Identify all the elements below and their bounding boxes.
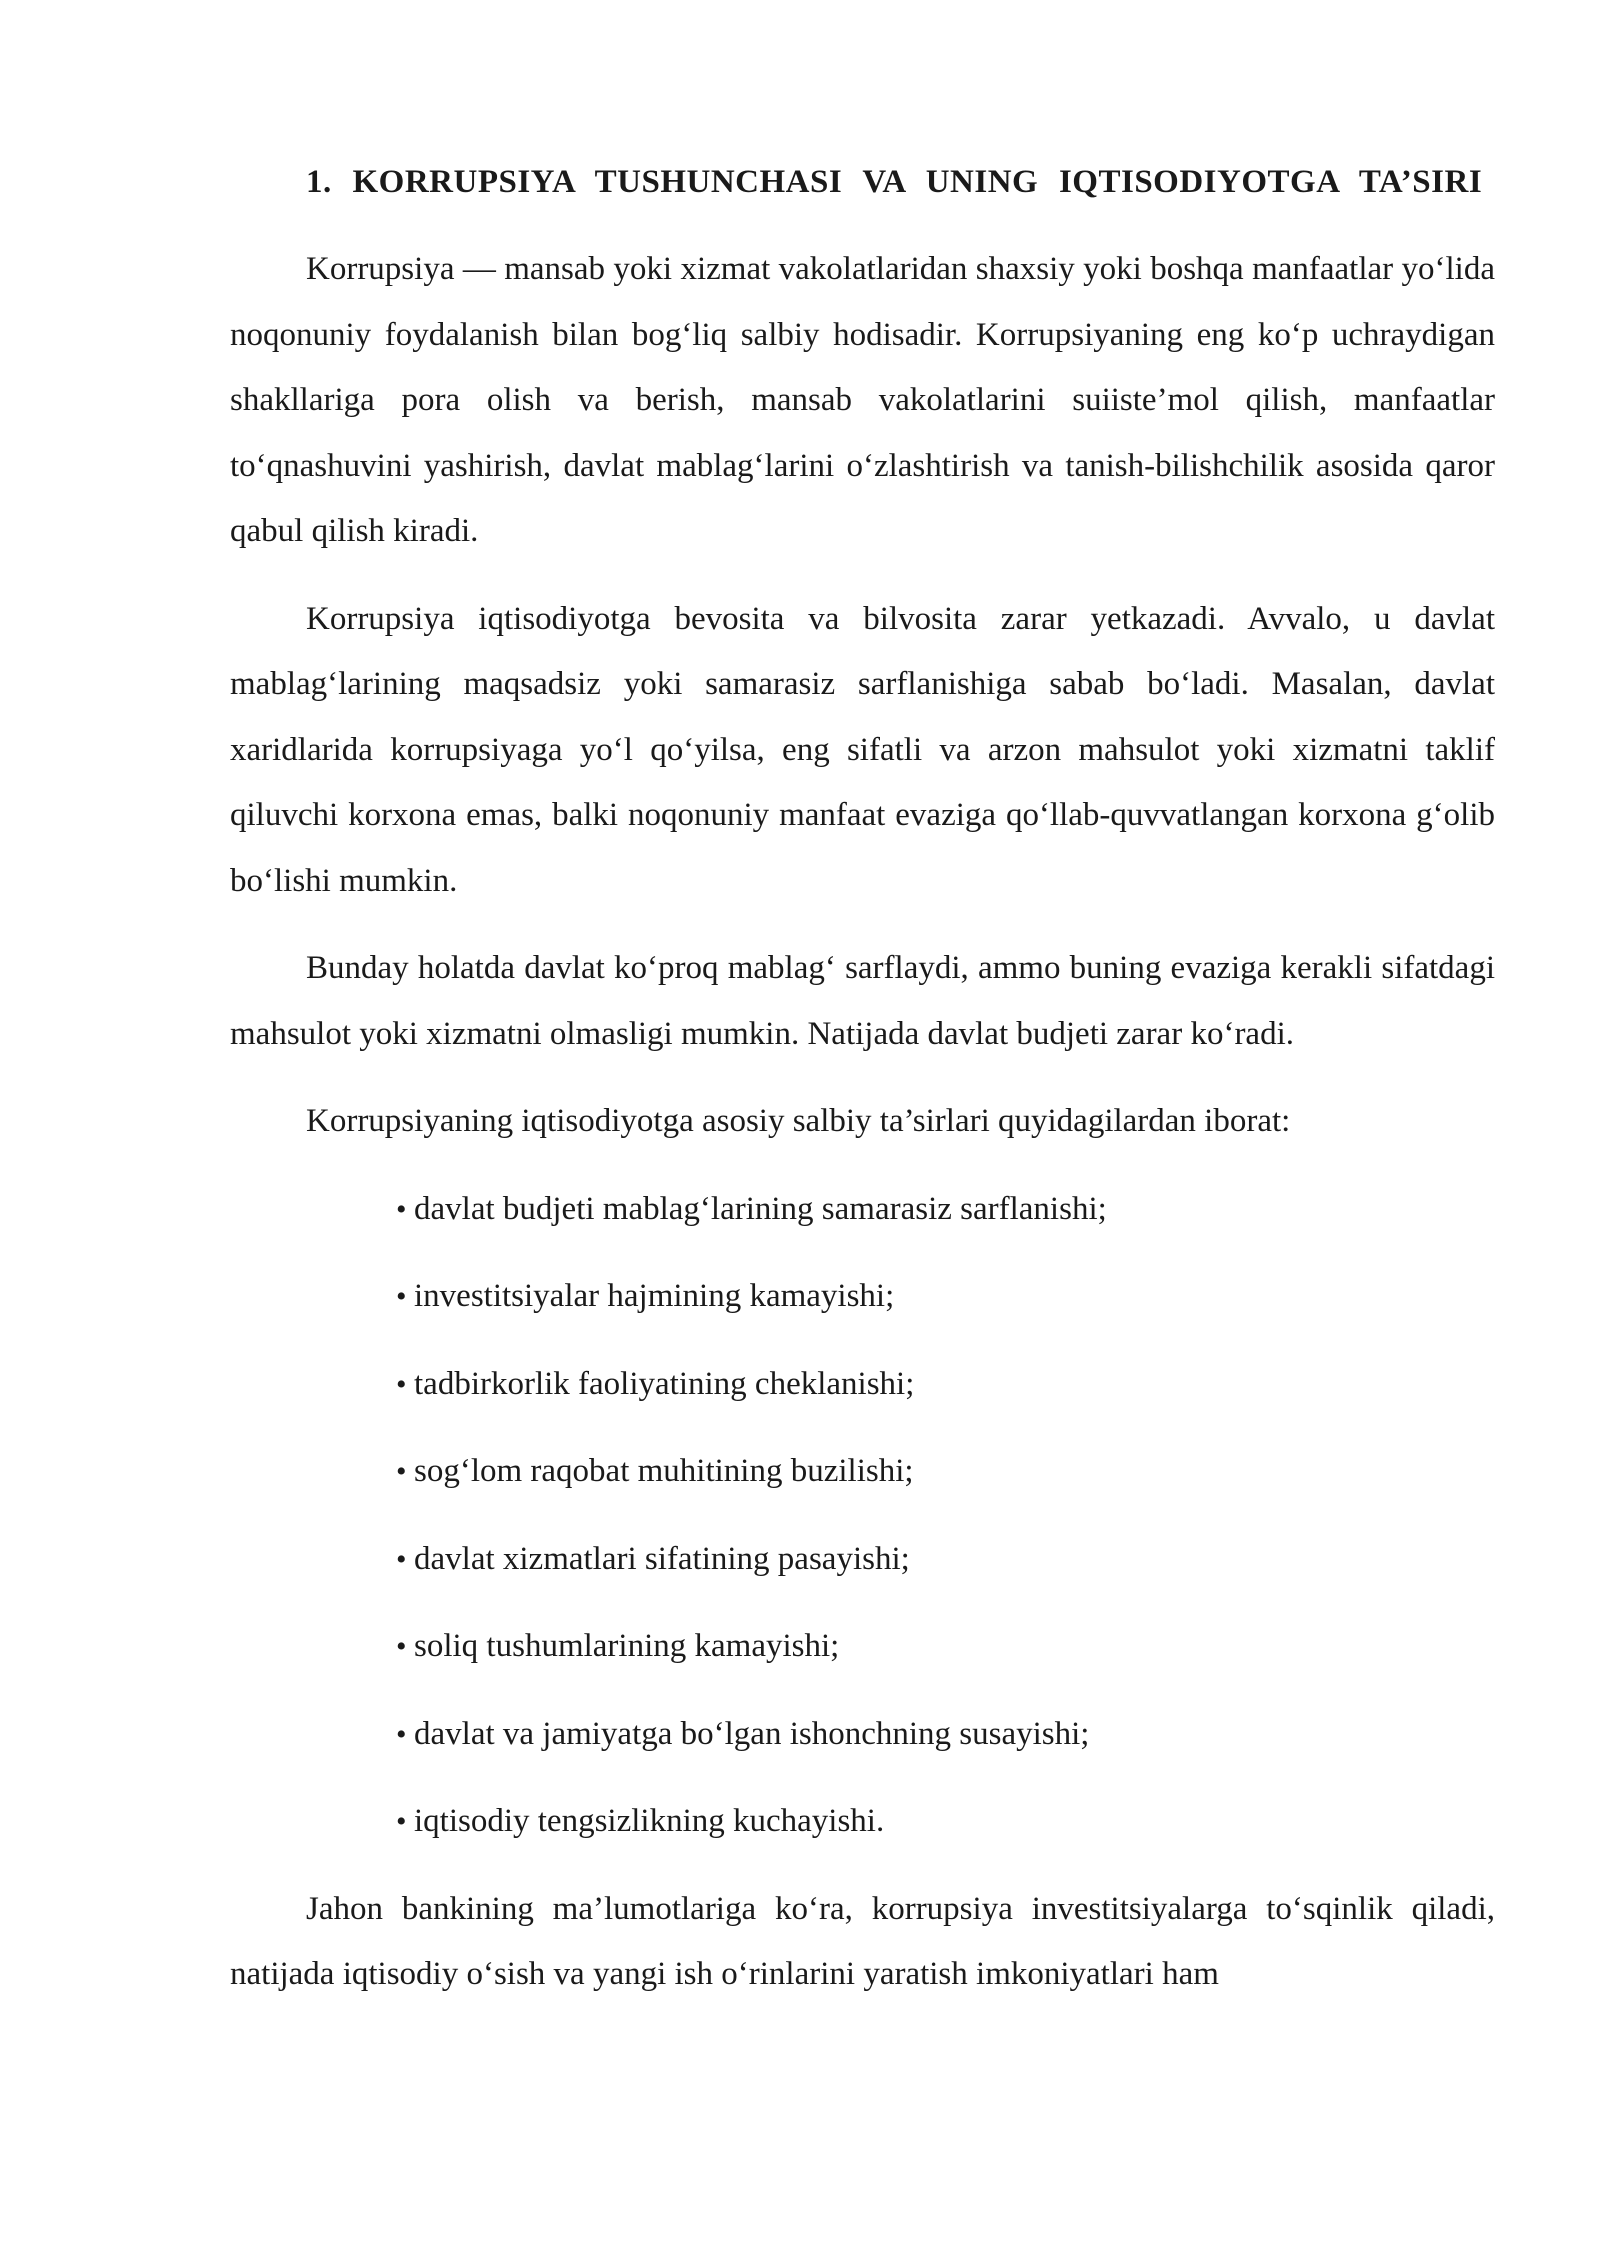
- list-item-text: investitsiyalar hajmining kamayishi;: [414, 1278, 895, 1314]
- list-item: [396, 1789, 1495, 1855]
- list-item: [396, 1352, 1495, 1418]
- list-item: [396, 1264, 1495, 1330]
- paragraph-budget-loss: Bunday holatda davlat ko‘proq mablag‘ sarflaydi, ammo buning evaziga kerakli sifatdagi mahsulot yoki xizmatni olmasligi mumkin. Natijada davlat budjeti zarar ko‘radi.: [230, 950, 1495, 1052]
- list-item-text: iqtisodiy tengsizlikning kuchayishi.: [414, 1803, 885, 1839]
- list-item: [396, 1614, 1495, 1680]
- bullet-icon: •: [396, 1805, 407, 1838]
- list-item-text: davlat va jamiyatga bo‘lgan ishonchning susayishi;: [414, 1715, 1090, 1752]
- list-item-text: davlat budjeti mablag‘larining samarasiz sarflanishi;: [414, 1190, 1107, 1227]
- section-heading: 1. KORRUPSIYA TUSHUNCHASI VA UNING IQTISODIYOTGA TA’SIRI: [306, 164, 1483, 200]
- bullet-icon: •: [396, 1542, 407, 1576]
- paragraph-definition: Korrupsiya — mansab yoki xizmat vakolatlaridan shaxsiy yoki boshqa manfaatlar yo‘lida noqonuniy foydalanish bilan bog‘liq salbiy hodisadir. Korrupsiyaning eng ko‘p uchraydigan shakllariga pora olish va berish, mansab vakolatlarini suiiste’mol qilish, manfaatlar to‘qnashuvini yashirish, davlat mablag‘larini o‘zlashtirish va tanish-bilishchilik asosida qaror qabul qilish kiradi.: [230, 251, 1495, 549]
- list-item-text: sog‘lom raqobat muhitining buzilishi;: [414, 1453, 914, 1489]
- paragraph-world-bank: Jahon bankining ma’lumotlariga ko‘ra, korrupsiya investitsiyalarga to‘sqinlik qiladi, natijada iqtisodiy o‘sish va yangi ish o‘rinlarini yaratish imkoniyatlari ham: [230, 1890, 1495, 1992]
- list-item-text: soliq tushumlarining kamayishi;: [414, 1628, 840, 1664]
- bullet-icon: •: [396, 1192, 407, 1226]
- list-item: [396, 1702, 1495, 1768]
- list-item: [396, 1439, 1495, 1505]
- paragraph-economic-damage: Korrupsiya iqtisodiyotga bevosita va bilvosita zarar yetkazadi. Avvalo, u davlat mablag‘larining maqsadsiz yoki samarasiz sarflanishiga sabab bo‘ladi. Masalan, davlat xaridlarida korrupsiyaga yo‘l qo‘yilsa, eng sifatli va arzon mahsulot yoki xizmatni taklif qiluvchi korxona emas, balki noqonuniy manfaat evaziga qo‘llab-quvvatlangan korxona g‘olib bo‘lishi mumkin.: [230, 600, 1495, 899]
- bullet-icon: •: [396, 1367, 407, 1401]
- bullet-icon: •: [396, 1280, 407, 1313]
- list-item: [396, 1527, 1495, 1593]
- list-item-text: davlat xizmatlari sifatining pasayishi;: [414, 1540, 910, 1577]
- bullet-icon: •: [396, 1455, 407, 1488]
- negative-effects-list: [230, 1177, 1495, 1855]
- list-item-text: tadbirkorlik faoliyatining cheklanishi;: [414, 1365, 915, 1402]
- list-item: [396, 1177, 1495, 1243]
- document-page: [230, 150, 1495, 2008]
- paragraph-list-intro: Korrupsiyaning iqtisodiyotga asosiy salbiy ta’sirlari quyidagilardan iborat:: [306, 1103, 1291, 1139]
- bullet-icon: •: [396, 1630, 407, 1663]
- bullet-icon: •: [396, 1717, 407, 1751]
